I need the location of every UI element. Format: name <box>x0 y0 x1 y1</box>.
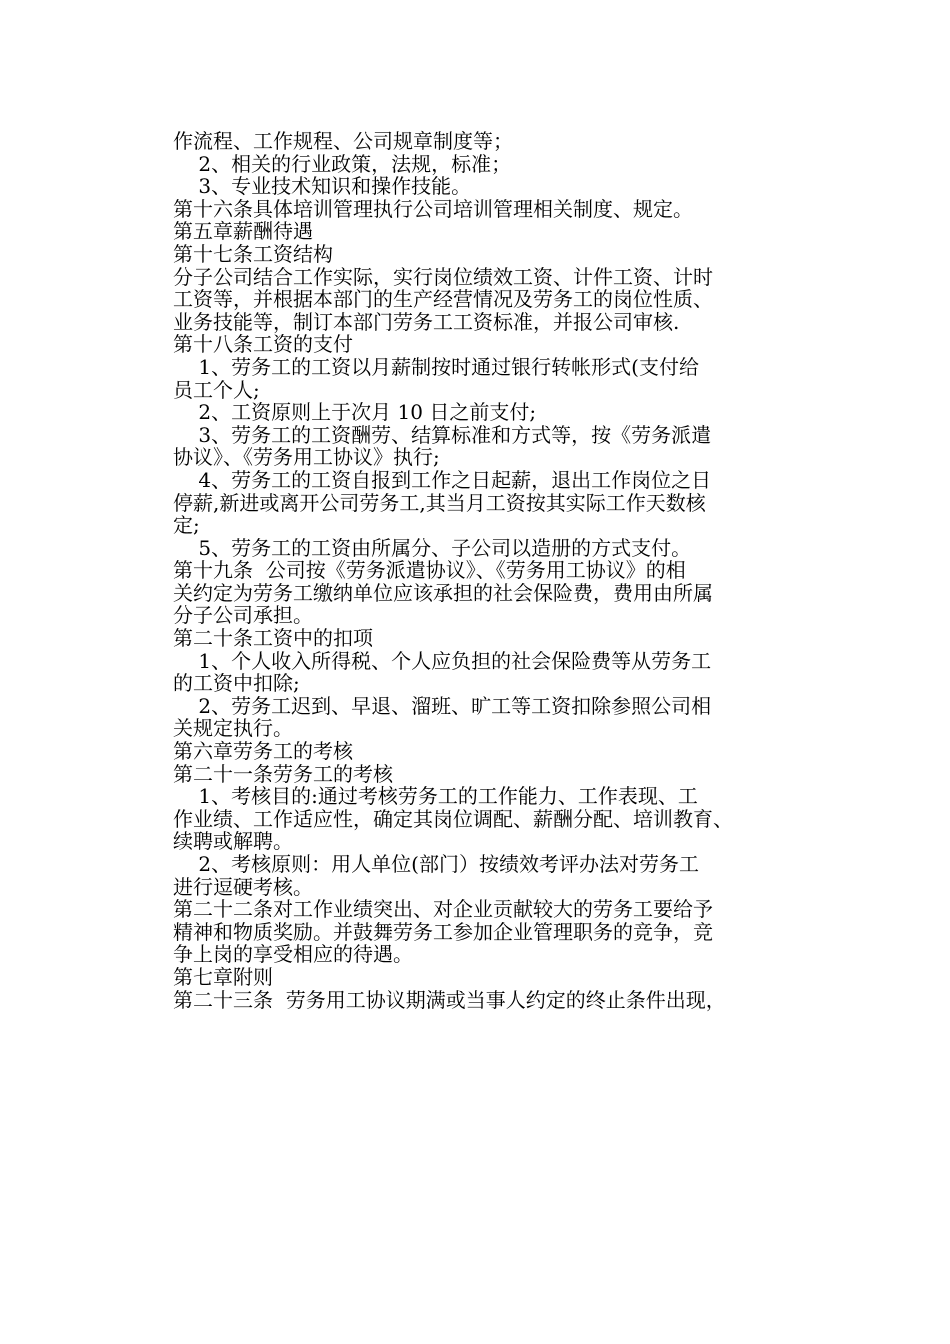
text-line: 协议》、《劳务用工协议》执行; <box>173 445 440 470</box>
text-line: 精神和物质奖励。并鼓舞劳务工参加企业管理职务的竞争，竞 <box>173 919 713 944</box>
text-line: 2、相关的行业政策，法规，标准； <box>173 151 512 176</box>
text-line: 1、劳务工的工资以月薪制按时通过银行转帐形式(支付给 <box>173 354 699 379</box>
text-line: 分子公司承担。 <box>173 603 313 628</box>
text-line: 作业绩、工作适应性，确定其岗位调配、薪酬分配、培训教育、 <box>173 806 733 831</box>
text-line: 第二十条工资中的扣项 <box>173 626 373 651</box>
text-line: 2、工资原则上于次月 10 日之前支付; <box>173 400 537 425</box>
text-line: 分子公司结合工作实际，实行岗位绩效工资、计件工资、计时 <box>173 264 713 289</box>
text-line: 第十七条工资结构 <box>173 241 333 266</box>
text-line: 2、劳务工迟到、早退、溜班、旷工等工资扣除参照公司相 <box>173 693 712 718</box>
text-line: 第六章劳务工的考核 <box>173 739 353 764</box>
text-line: 5、劳务工的工资由所属分、子公司以造册的方式支付。 <box>173 535 692 560</box>
text-line: 1、个人收入所得税、个人应负担的社会保险费等从劳务工 <box>173 648 712 673</box>
text-line: 4、劳务工的工资自报到工作之日起薪，退出工作岗位之日 <box>173 467 712 492</box>
text-line: 第七章附则 <box>173 964 273 989</box>
text-line: 1、考核目的:通过考核劳务工的工作能力、工作表现、工 <box>173 784 698 809</box>
text-line: 定; <box>173 513 200 538</box>
text-line: 3、专业技术知识和操作技能。 <box>173 174 472 199</box>
text-line: 作流程、工作规程、公司规章制度等； <box>173 129 513 153</box>
text-line: 2、考核原则：用人单位(部门）按绩效考评办法对劳务工 <box>173 852 699 876</box>
text-line: 第二十三条 劳务用工协议期满或当事人约定的终止条件出现， <box>173 987 726 1012</box>
text-line: 争上岗的享受相应的待遇。 <box>173 942 413 967</box>
text-line: 工资等，并根据本部门的生产经营情况及劳务工的岗位性质、 <box>173 287 713 312</box>
document-body <box>173 130 798 1011</box>
text-line: 停薪,新进或离开公司劳务工,其当月工资按其实际工作天数核 <box>173 490 706 515</box>
text-line: 第十八条工资的支付 <box>173 332 353 357</box>
text-line: 业务技能等，制订本部门劳务工工资标准，并报公司审核. <box>173 309 680 334</box>
text-line: 第十六条具体培训管理执行公司培训管理相关制度、规定。 <box>173 196 693 221</box>
text-line: 第十九条 公司按《劳务派遣协议》、《劳务用工协议》的相 <box>173 558 686 583</box>
text-line: 关规定执行。 <box>173 716 293 741</box>
text-line: 的工资中扣除; <box>173 671 300 696</box>
text-line: 第二十一条劳务工的考核 <box>173 761 393 786</box>
text-line: 续聘或解聘。 <box>173 829 293 854</box>
text-line: 第五章薪酬待遇 <box>173 219 313 244</box>
text-line: 3、劳务工的工资酬劳、结算标准和方式等，按《劳务派遣 <box>173 422 712 447</box>
text-line: 进行逗硬考核。 <box>173 874 313 899</box>
text-line: 关约定为劳务工缴纳单位应该承担的社会保险费，费用由所属 <box>173 580 713 605</box>
text-line: 员工个人; <box>173 377 260 402</box>
text-line: 第二十二条对工作业绩突出、对企业贡献较大的劳务工要给予 <box>173 897 713 922</box>
